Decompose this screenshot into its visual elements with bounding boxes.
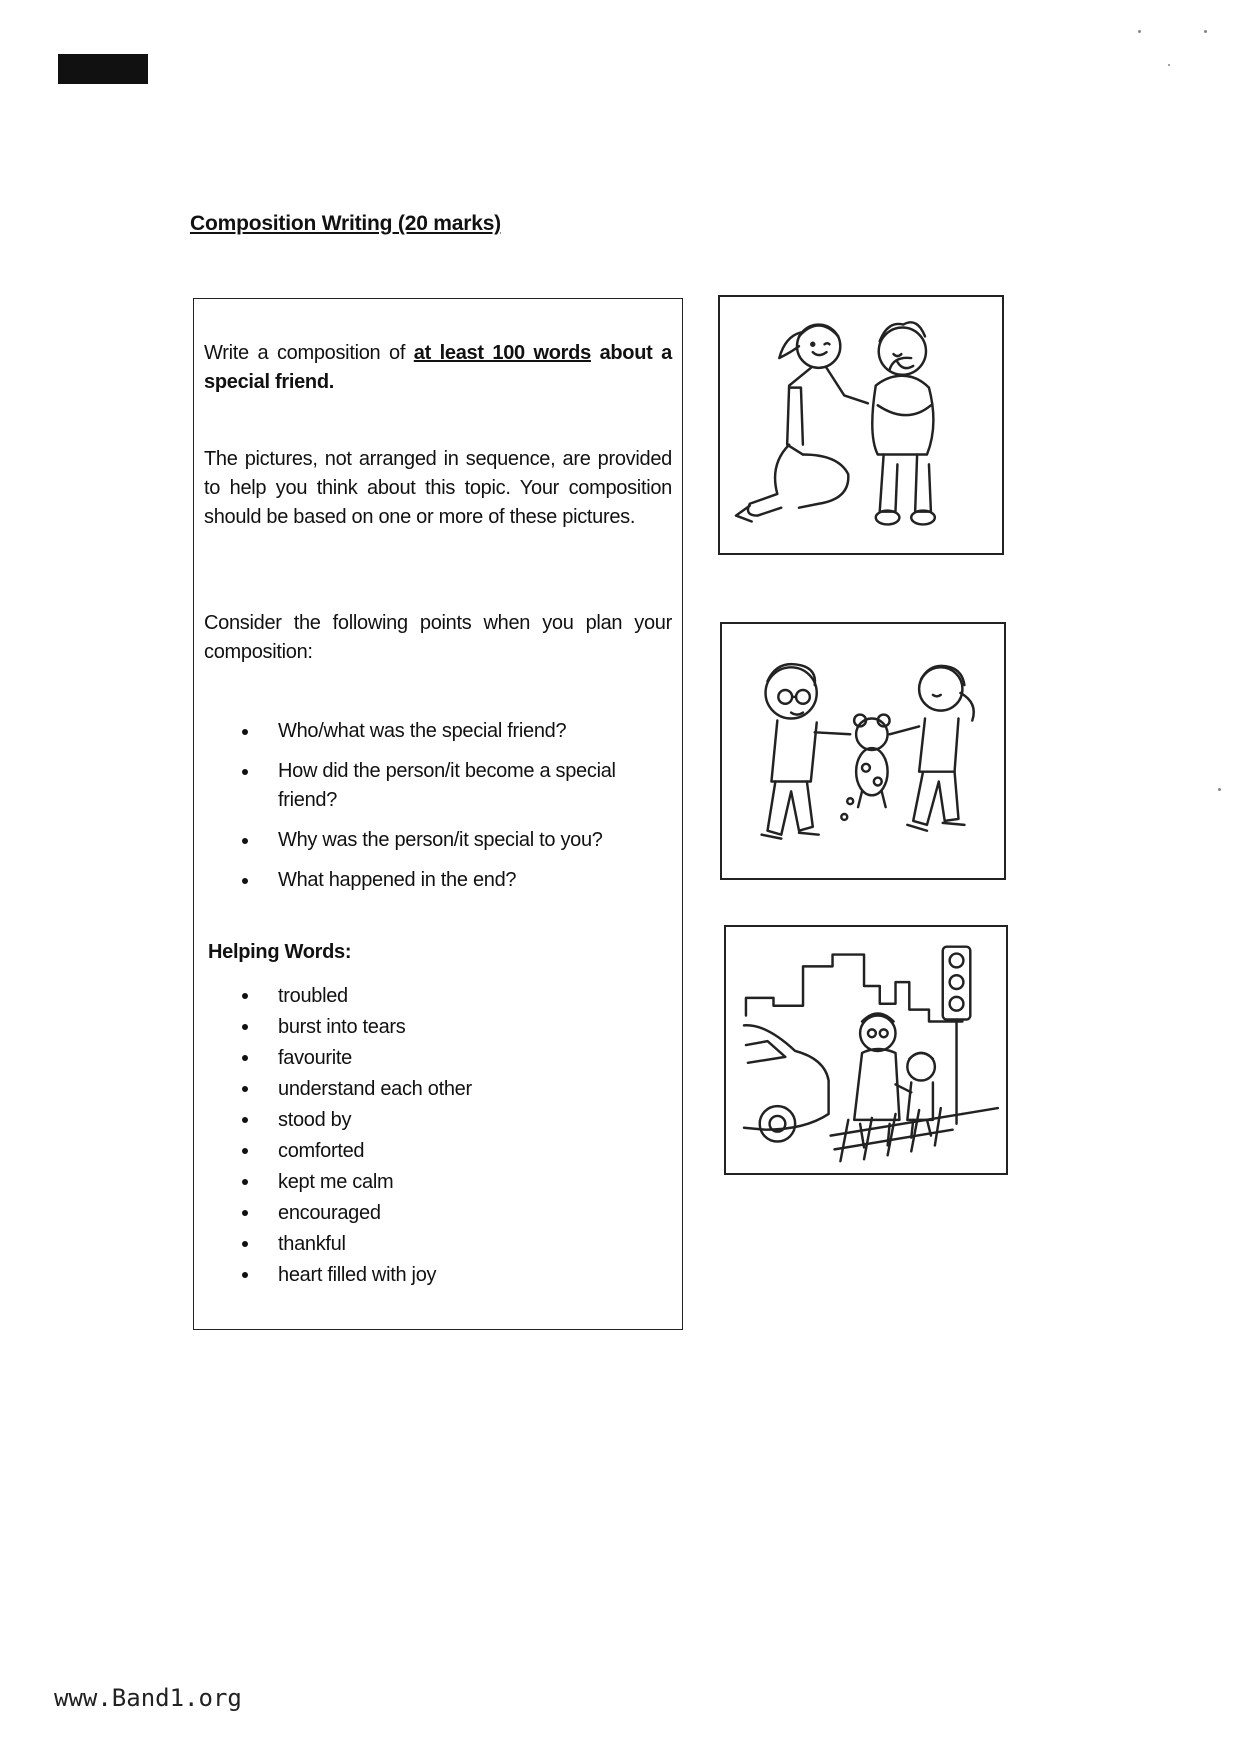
list-item: comforted (240, 1136, 472, 1167)
list-item: burst into tears (240, 1012, 472, 1043)
planning-points-list (240, 717, 660, 906)
list-item: heart filled with joy (240, 1260, 472, 1291)
list-item: What happened in the end? (240, 866, 660, 895)
instructions-box (193, 298, 683, 1330)
list-item: troubled (240, 981, 472, 1012)
consider-note: Consider the following points when you plan your composition: (204, 612, 672, 663)
list-item: stood by (240, 1105, 472, 1136)
page-title: Composition Writing (20 marks) (190, 212, 501, 235)
scan-speck (1218, 788, 1221, 791)
word-count-emphasis: at least 100 words (413, 342, 591, 364)
intro-paragraph (204, 339, 672, 397)
list-item: understand each other (240, 1074, 472, 1105)
scan-speck (1138, 30, 1141, 33)
picture-street-crossing (724, 925, 1008, 1175)
intro-text-before: Write a composition of (204, 342, 414, 364)
list-item: encouraged (240, 1198, 472, 1229)
redacted-block (58, 54, 148, 84)
list-item: thankful (240, 1229, 472, 1260)
list-item: How did the person/it become a special friend? (240, 757, 660, 815)
scan-speck (1204, 30, 1207, 33)
pictures-note: The pictures, not arranged in sequence, are provided to help you think about this topic. Your composition should be based on one or more of these pictures. (204, 448, 672, 528)
helping-words-title: Helping Words: (208, 941, 352, 963)
scan-speck (1168, 64, 1170, 66)
list-item: favourite (240, 1043, 472, 1074)
footer-url: www.Band1.org (54, 1684, 242, 1712)
intro-text-after: about a special friend. (204, 342, 672, 393)
list-item: Why was the person/it special to you? (240, 826, 660, 855)
list-item: kept me calm (240, 1167, 472, 1198)
picture-tug-of-war-teddy (720, 622, 1006, 880)
helping-words-list (240, 981, 472, 1291)
list-item: Who/what was the special friend? (240, 717, 660, 746)
picture-comforting-friend (718, 295, 1004, 555)
